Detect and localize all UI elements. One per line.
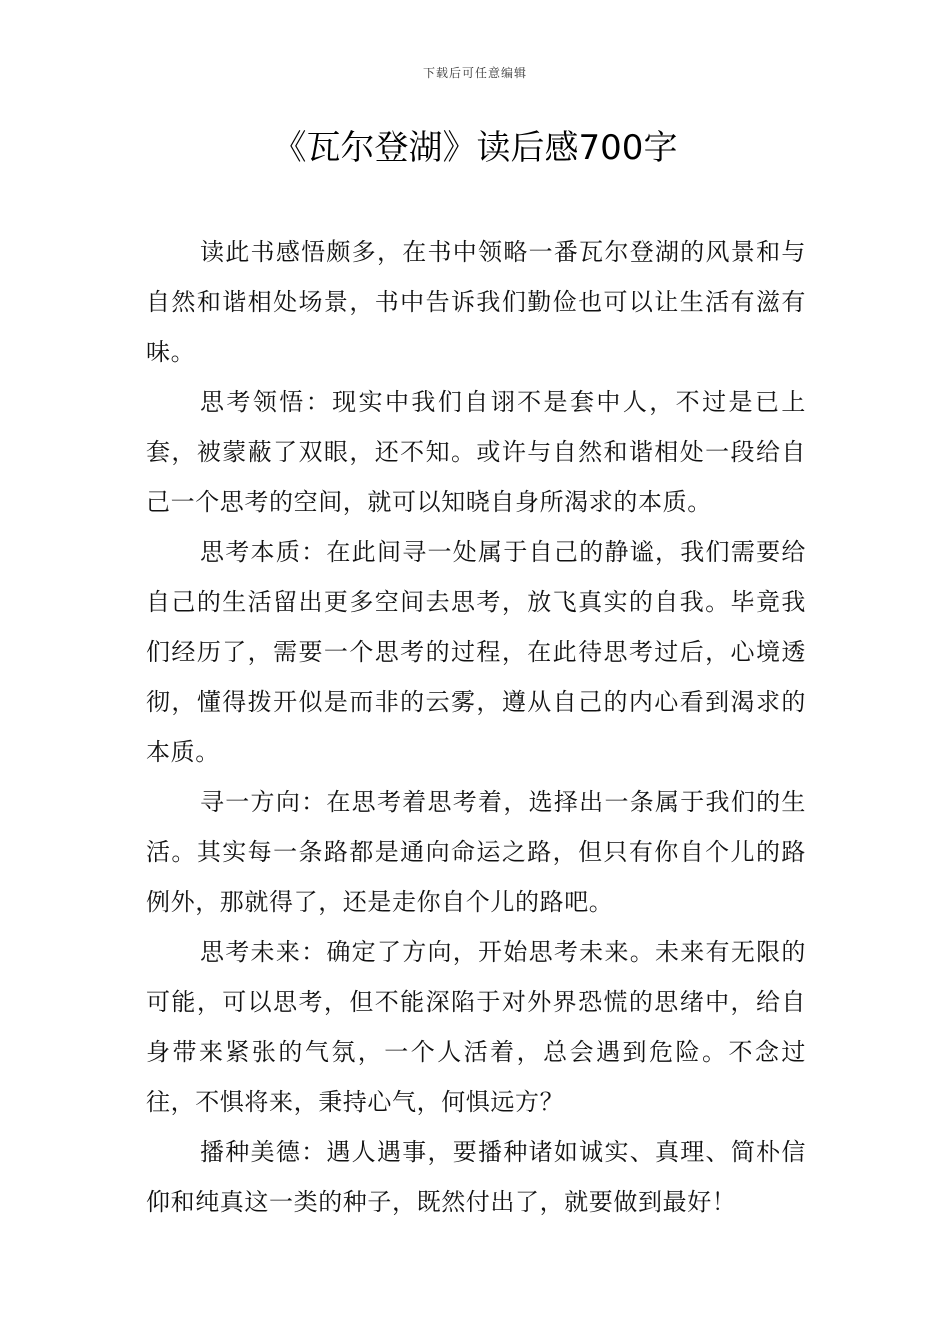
paragraph: 思考未来：确定了方向，开始思考未来。未来有无限的可能，可以思考，但不能深陷于对外界恐慌的思绪中，给自身带来紧张的气氛，一个人活着，总会遇到危险。不念过往，不惧将来，秉持心气，何惧远方？ <box>146 938 806 1116</box>
paragraph: 寻一方向：在思考着思考着，选择出一条属于我们的生活。其实每一条路都是通向命运之路，但只有你自个儿的路例外，那就得了，还是走你自个儿的路吧。 <box>146 788 806 916</box>
document-title: 《瓦尔登湖》读后感700字 <box>272 128 678 168</box>
paragraph: 播种美德：遇人遇事，要播种诸如诚实、真理、简朴信仰和纯真这一类的种子，既然付出了，就要做到最好！ <box>146 1138 806 1216</box>
header-note: 下载后可任意编辑 <box>422 66 527 80</box>
document-body <box>146 227 806 1227</box>
paragraph: 思考本质：在此间寻一处属于自己的静谧，我们需要给自己的生活留出更多空间去思考，放飞真实的自我。毕竟我们经历了，需要一个思考的过程，在此待思考过后，心境透彻，懂得拨开似是而非的云雾，遵从自己的内心看到渴求的本质。 <box>146 538 806 766</box>
paragraph: 读此书感悟颇多，在书中领略一番瓦尔登湖的风景和与自然和谐相处场景，书中告诉我们勤俭也可以让生活有滋有味。 <box>146 238 806 366</box>
paragraph: 思考领悟：现实中我们自诩不是套中人，不过是已上套，被蒙蔽了双眼，还不知。或许与自然和谐相处一段给自己一个思考的空间，就可以知晓自身所渴求的本质。 <box>146 388 806 516</box>
